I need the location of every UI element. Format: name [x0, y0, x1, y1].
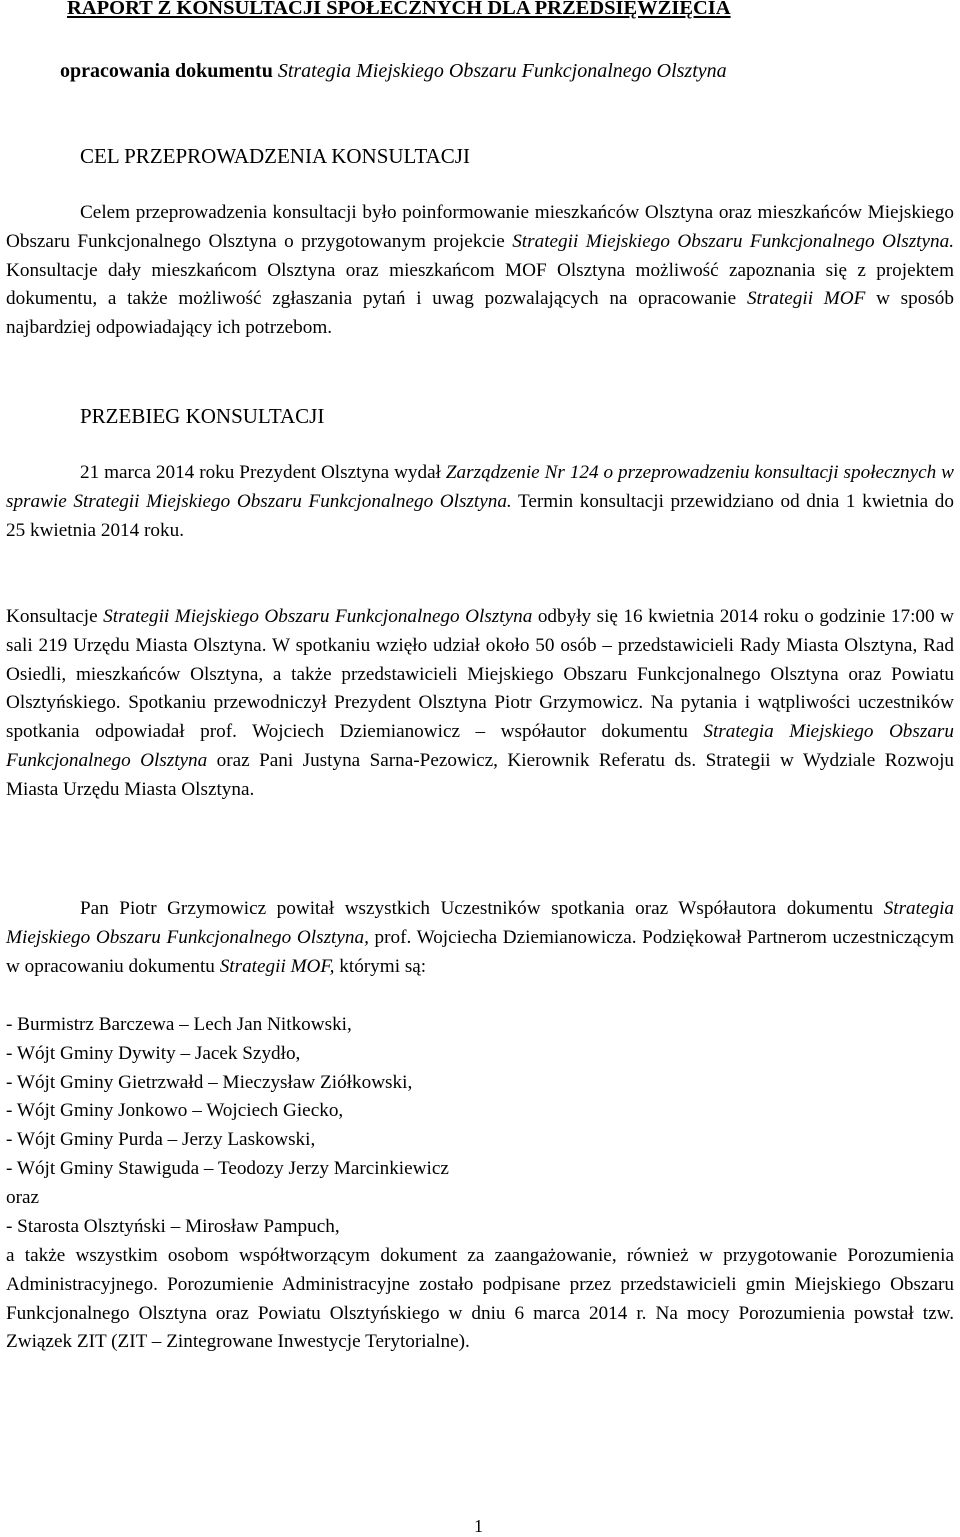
list-item: - Wójt Gminy Dywity – Jacek Szydło, [6, 1042, 301, 1064]
paragraph-ordinance [6, 459, 954, 545]
paragraph-meeting-italic-1: Strategii Miejskiego Obszaru Funkcjonalnego Olsztyna [103, 606, 533, 627]
list-item: - Starosta Olsztyński – Mirosław Pampuch, [6, 1215, 340, 1237]
paragraph-goal [6, 199, 954, 343]
paragraph-welcome-text-1: Pan Piotr Grzymowicz powitał wszystkich Uczestników spotkania oraz Współautora dokumentu [80, 898, 884, 919]
report-title: RAPORT Z KONSULTACJI SPOŁECZNYCH DLA PRZEDSIĘWZIĘCIA [67, 0, 731, 19]
paragraph-goal-text-2: Konsultacje dały mieszkańcom Olsztyna oraz mieszkańcom MOF Olsztyna możliwość zapoznania się z projektem dokumentu, a także możliwość zgłaszania pytań i uwag pozwalających na opracowanie [6, 259, 954, 310]
paragraph-meeting [6, 603, 954, 805]
paragraph-welcome-text-2: prof. Wojciecha Dziemianowicza. Podziękował Partnerom uczestniczącym w opracowaniu dokumentu [6, 926, 955, 977]
paragraph-ordinance-text-2: Termin konsultacji przewidziano od dnia 1 kwietnia do 25 kwietnia 2014 roku. [6, 490, 954, 541]
list-item: - Wójt Gminy Gietrzwałd – Mieczysław Ziółkowski, [6, 1071, 413, 1093]
paragraph-ordinance-italic: Zarządzenie Nr 124 o przeprowadzeniu konsultacji społecznych w sprawie Strategii Miejskiego Obszaru Funkcjonalnego Olsztyna. [6, 462, 954, 512]
paragraph-meeting-text-1: Konsultacje [6, 606, 104, 627]
list-item: oraz [6, 1186, 40, 1208]
list-item: - Wójt Gminy Jonkowo – Wojciech Giecko, [6, 1100, 344, 1122]
paragraph-goal-text-1: Celem przeprowadzenia konsultacji było poinformowanie mieszkańców Olsztyna oraz mieszkańców Miejskiego Obszaru Funkcjonalnego Olsztyna o przygotowanym projekcie [6, 202, 954, 252]
paragraph-welcome [6, 895, 954, 981]
paragraph-goal-text-3: w sposób najbardziej odpowiadający ich potrzebom. [6, 288, 954, 339]
partners-list [6, 1011, 954, 1241]
section-heading-course: PRZEBIEG KONSULTACJI [80, 404, 325, 428]
list-item: - Wójt Gminy Purda – Jerzy Laskowski, [6, 1129, 316, 1151]
list-item: - Burmistrz Barczewa – Lech Jan Nitkowski, [6, 1014, 352, 1035]
paragraph-meeting-text-3: oraz Pani Justyna Sarna-Pezowicz, Kierownik Referatu ds. Strategii w Wydziale Rozwoju Miasta Urzędu Miasta Olsztyna. [6, 749, 954, 800]
paragraph-meeting-italic-2: Strategia Miejskiego Obszaru Funkcjonalnego Olsztyna [6, 721, 954, 771]
paragraph-goal-italic-1: Strategii Miejskiego Obszaru Funkcjonalnego Olsztyna. [512, 230, 954, 252]
page-number: 1 [474, 1516, 483, 1536]
subtitle-prefix: opracowania dokumentu [60, 60, 278, 82]
paragraph-agreement: a także wszystkim osobom współtworzącym dokument za zaangażowanie, również w przygotowanie Porozumienia Administracyjnego. Porozumienie Administracyjne zostało podpisane przez przedstawicieli gmin Miejskiego Obszaru Funkcjonalnego Olsztyna oraz Powiatu Olsztyńskiego w dniu 6 marca 2014 r. Na mocy Porozumienia powstał tzw. Związek ZIT (ZIT – Zintegrowane Inwestycje Terytorialne). [6, 1245, 954, 1353]
paragraph-meeting-text-2: odbyły się 16 kwietnia 2014 roku o godzinie 17:00 w sali 219 Urzędu Miasta Olsztyna. W spotkaniu wzięło udział około 50 osób – przedstawicieli Rady Miasta Olsztyna, Rad Osiedli, mieszkańców Olsztyna, a także przedstawicieli Miejskiego Obszaru Funkcjonalnego Olsztyna oraz Powiatu Olsztyńskiego. Spotkaniu przewodniczył Prezydent Olsztyna Piotr Grzymowicz. Na pytania i wątpliwości uczestników spotkania odpowiadał prof. Wojciech Dziemianowicz – współautor dokumentu [6, 606, 954, 743]
report-subtitle [60, 57, 950, 85]
section-heading-goal: CEL PRZEPROWADZENIA KONSULTACJI [80, 144, 470, 168]
paragraph-welcome-italic-2: Strategii MOF, [219, 955, 335, 977]
subtitle-document-name: Strategia Miejskiego Obszaru Funkcjonalnego Olsztyna [277, 60, 727, 82]
list-item: - Wójt Gminy Stawiguda – Teodozy Jerzy Marcinkiewicz [6, 1157, 449, 1179]
paragraph-welcome-italic-1: Strategia Miejskiego Obszaru Funkcjonalnego Olsztyna, [6, 898, 954, 948]
paragraph-ordinance-text-1: 21 marca 2014 roku Prezydent Olsztyna wydał [80, 462, 446, 483]
paragraph-goal-italic-2: Strategii MOF [746, 288, 866, 310]
paragraph-welcome-text-3: którymi są: [334, 955, 427, 977]
